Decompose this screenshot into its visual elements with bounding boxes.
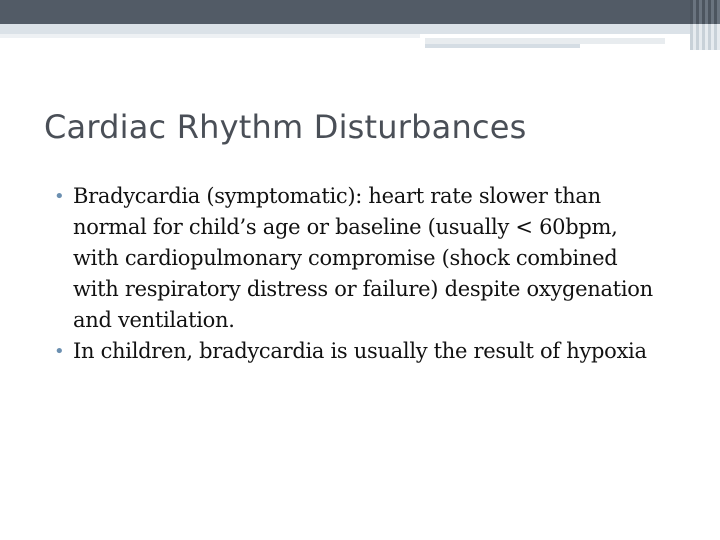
- top-decorative-band: [0, 0, 720, 50]
- band-accent-line-lower: [425, 44, 580, 48]
- bullet-icon: •: [54, 186, 65, 207]
- bullet-text: Bradycardia (symptomatic): heart rate slower than normal for child’s age or baseline (usually < 60bpm, with cardiopulmonary compromise (shock combined with respiratory distress or failure) despite oxygenation and ventilation.: [73, 184, 653, 332]
- bullet-list: [44, 181, 664, 367]
- list-item: [44, 181, 664, 336]
- band-dark-stripe: [0, 0, 720, 24]
- list-item: [44, 336, 664, 367]
- corner-stripes-decoration: [690, 0, 720, 50]
- band-light-stripe: [0, 24, 720, 34]
- slide-title: Cardiac Rhythm Disturbances: [44, 108, 527, 146]
- bullet-icon: •: [54, 341, 65, 362]
- bullet-text: In children, bradycardia is usually the result of hypoxia: [73, 339, 647, 363]
- band-accent-line: [0, 34, 420, 38]
